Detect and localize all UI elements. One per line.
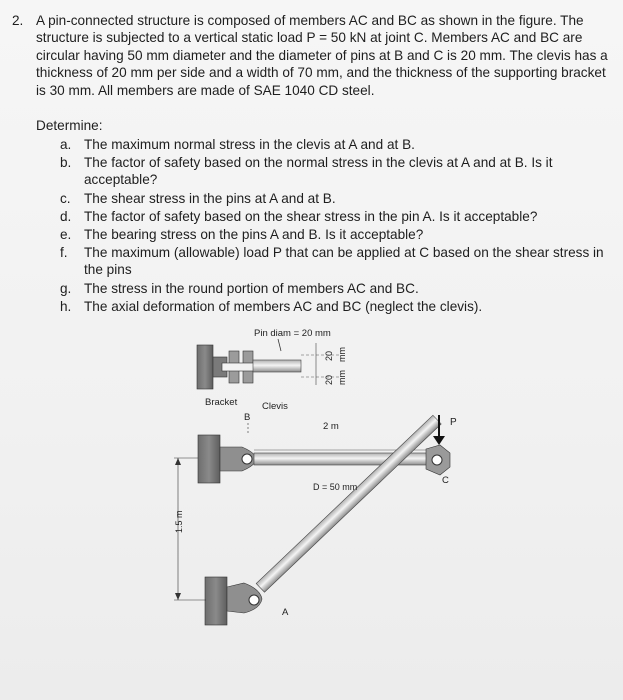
pin-b [242, 454, 252, 464]
dim-20-label: 20 [324, 350, 334, 361]
length-label: 2 m [323, 421, 339, 432]
question-label: d. [60, 209, 72, 224]
point-b-label: B [244, 412, 251, 423]
question-label: a. [60, 137, 72, 152]
load-arrow-head [433, 436, 445, 445]
member-ac [256, 415, 441, 592]
dim-arrow [175, 458, 181, 465]
dim-mm-label: mm [337, 347, 347, 362]
question-label: g. [60, 281, 72, 296]
diameter-label: D = 50 mm [313, 482, 358, 492]
problem-number: 2. [12, 13, 24, 28]
question-label: h. [60, 299, 72, 314]
bracket-label: Bracket [205, 397, 238, 408]
load-label: P [450, 417, 457, 428]
question-text: The maximum (allowable) load P that can be applied at C based on the shear stress in the pins [84, 245, 604, 278]
member-ac-group [256, 415, 441, 592]
support-a [205, 577, 262, 625]
question-text: The factor of safety based on the shear stress in the pin A. Is it acceptable? [84, 209, 538, 224]
member-rod-detail [253, 360, 301, 372]
pin-a [249, 595, 259, 605]
clevis-label: Clevis [262, 401, 288, 412]
bracket-a [205, 577, 227, 625]
dim-mm-label: mm [337, 370, 347, 385]
question-text: The bearing stress on the pins A and B. Is it acceptable? [84, 227, 424, 242]
bracket-block [197, 345, 213, 389]
problem-statement: A pin-connected structure is composed of members AC and BC as shown in the figure. The structure is subjected to a vertical static load P = 50 kN at joint C. Members AC and BC are circular having 50 mm diameter and the diameter of pins at B and C is 20 mm. The clevis has a thickness of 20 mm per side and a width of 70 mm, and the thickness of the supporting bracket is 30 mm. All members are made of SAE 1040 CD steel. [36, 13, 608, 98]
question-text: The maximum normal stress in the clevis at A and at B. [84, 137, 415, 152]
pin-c [432, 455, 442, 465]
dim-arrow [175, 593, 181, 600]
structure-figure [150, 315, 470, 645]
question-label: c. [60, 191, 71, 206]
bracket-b [198, 435, 220, 483]
top-bracket-detail [197, 343, 340, 389]
question-text: The stress in the round portion of members AC and BC. [84, 281, 419, 296]
height-label: 1.5 m [174, 510, 184, 533]
pin-leader-line [278, 339, 281, 351]
question-text: The axial deformation of members AC and BC (neglect the clevis). [84, 299, 483, 314]
support-b [198, 435, 256, 483]
point-c-label: C [442, 475, 449, 486]
question-label: e. [60, 227, 72, 242]
determine-label: Determine: [36, 118, 103, 133]
joint-c [426, 445, 450, 475]
pin-diam-label: Pin diam = 20 mm [254, 328, 331, 339]
question-label: b. [60, 155, 72, 170]
dim-20-label: 20 [324, 374, 334, 385]
question-text: The factor of safety based on the normal stress in the clevis at A and at B. Is it acceptable? [84, 155, 553, 188]
question-text: The shear stress in the pins at A and at B. [84, 191, 336, 206]
question-label: f. [60, 245, 68, 260]
point-a-label: A [282, 607, 289, 618]
